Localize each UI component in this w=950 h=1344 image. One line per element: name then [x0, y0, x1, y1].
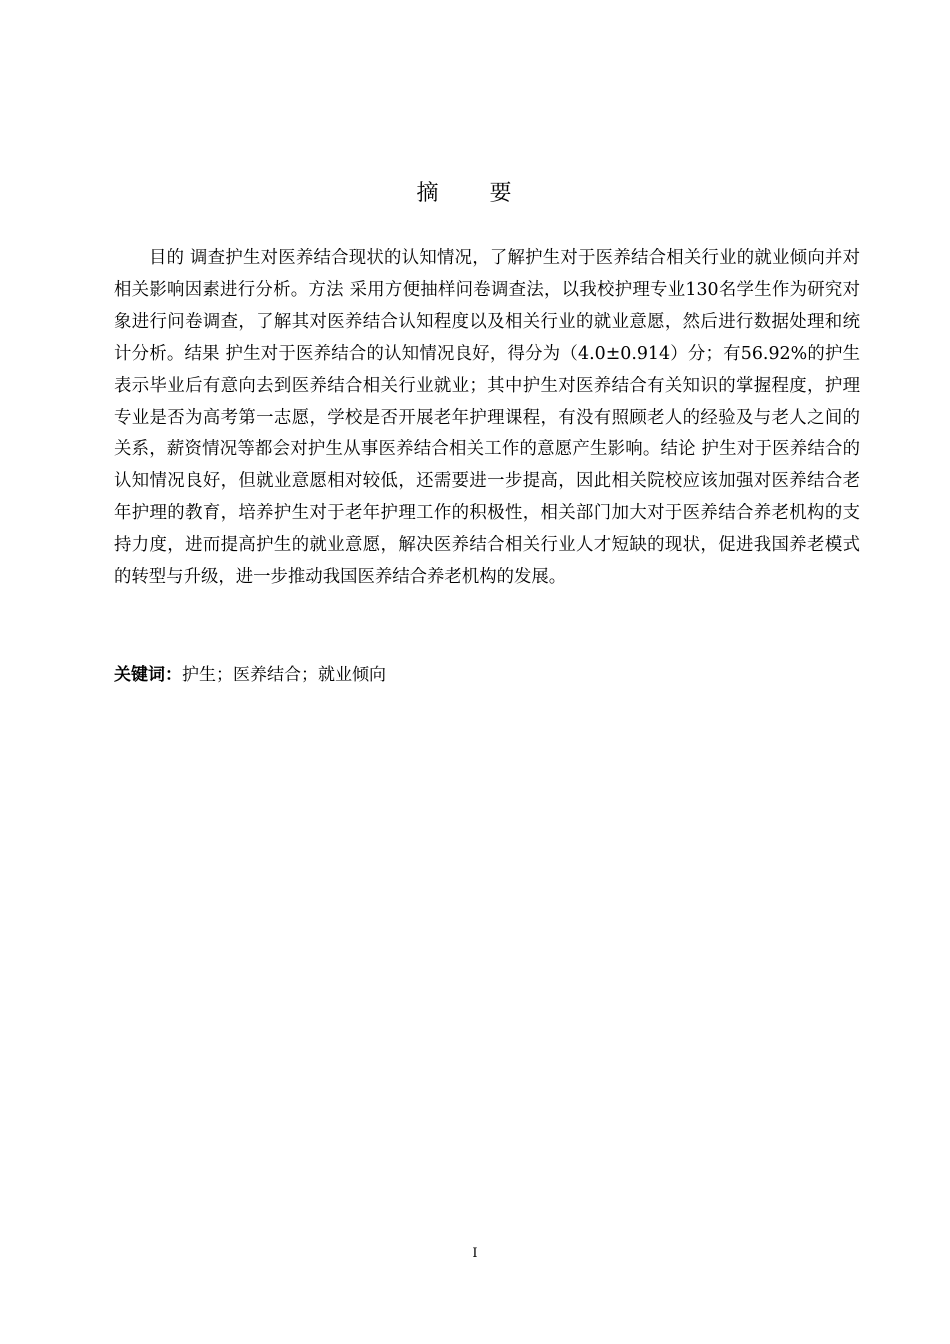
abstract-body: 目的 调查护生对医养结合现状的认知情况，了解护生对于医养结合相关行业的就业倾向并对相关影响因素进行分析。方法 采用方便抽样问卷调查法，以我校护理专业130名学生作为研究对象进行问卷调查，了解其对医养结合认知程度以及相关行业的就业意愿，然后进行数据处理和统计分析。结果 护生对于医养结合的认知情况良好，得分为（4.0±0.914）分；有56.92%的护生表示毕业后有意向去到医养结合相关行业就业；其中护生对医养结合有关知识的掌握程度，护理专业是否为高考第一志愿，学校是否开展老年护理课程，有没有照顾老人的经验及与老人之间的关系，薪资情况等都会对护生从事医养结合相关工作的意愿产生影响。结论 护生对于医养结合的认知情况良好，但就业意愿相对较低，还需要进一步提高，因此相关院校应该加强对医养结合老年护理的教育，培养护生对于老年护理工作的积极性，相关部门加大对于医养结合养老机构的支持力度，进而提高护生的就业意愿，解决医养结合相关行业人才短缺的现状，促进我国养老模式的转型与升级，进一步推动我国医养结合养老机构的发展。: [114, 248, 860, 588]
page-number: I: [472, 1246, 478, 1261]
keywords-line: [114, 660, 860, 690]
keywords-label: 关键词：: [114, 665, 182, 685]
keywords-text: 护生；医养结合；就业倾向: [182, 665, 386, 685]
abstract-title: 摘 要: [416, 181, 534, 206]
